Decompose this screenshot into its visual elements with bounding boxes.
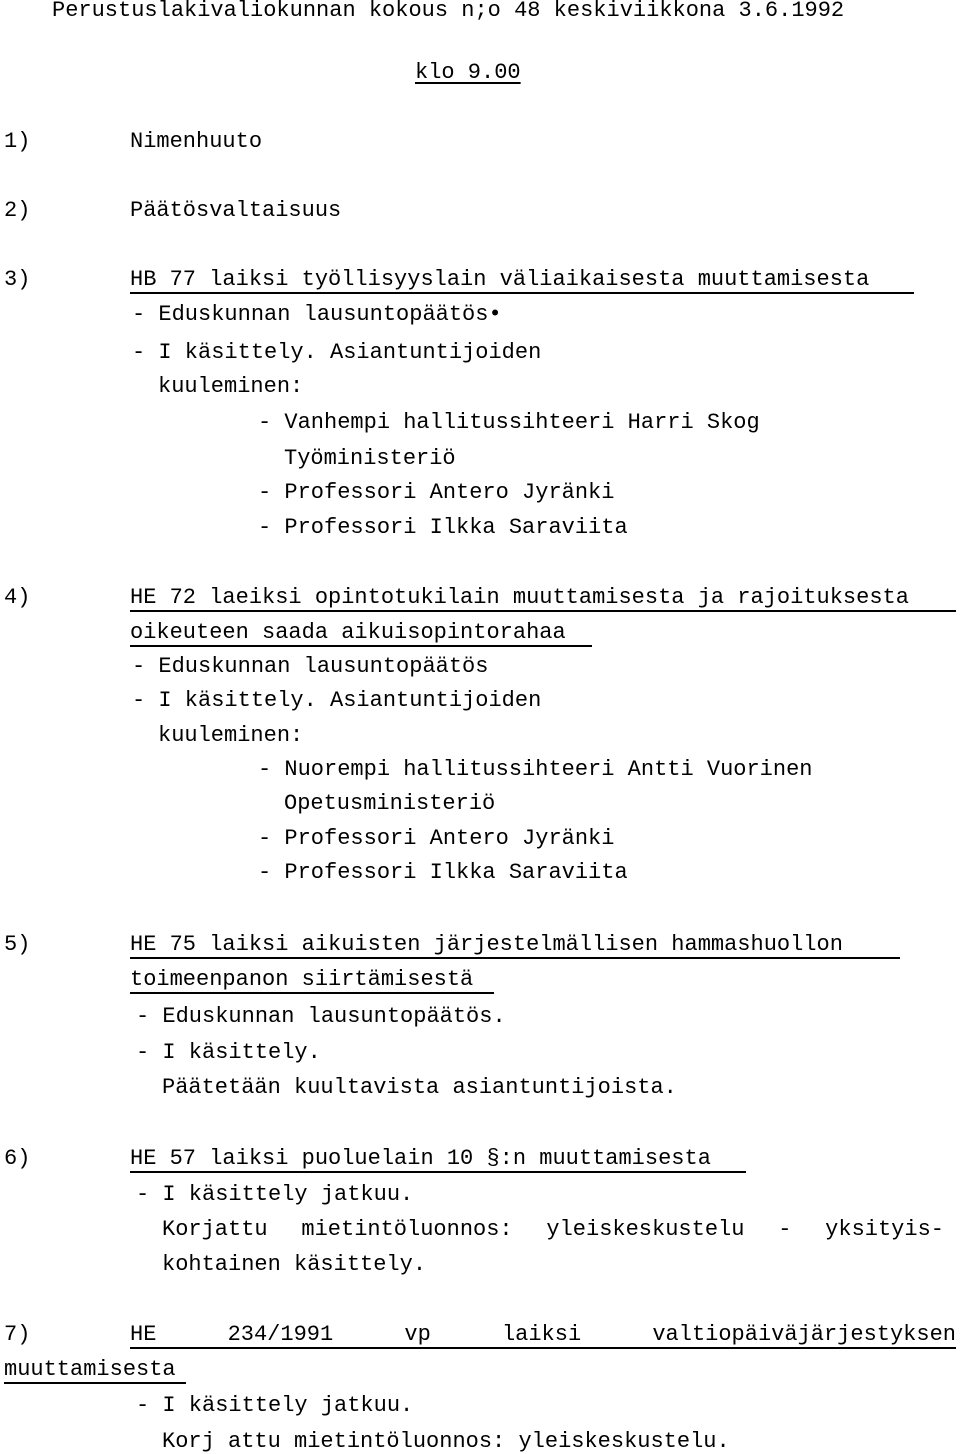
title-underline [130,957,900,959]
item-line: - I käsittely jatkuu. [136,1182,414,1207]
item-title: Nimenhuuto [130,129,263,154]
expert-affiliation: Opetusministeriö [284,791,496,816]
title-underline [4,1382,186,1384]
expert-affiliation: Työministeriö [284,446,456,471]
word: laiksi [501,1322,582,1347]
item-title: HE 72 laeiksi opintotukilain muuttamisesta ja rajoituksesta [130,585,909,610]
word: - [778,1217,792,1242]
item-line: kuuleminen: [158,374,304,399]
justified-line [162,1219,944,1241]
item-line: - Eduskunnan lausuntopäätös• [132,302,502,327]
item-title: HE 75 laiksi aikuisten järjestelmällisen hammashuollon [130,932,843,957]
word: Korjattu [162,1217,268,1242]
item-title [130,1324,956,1346]
item-line: Korj attu mietintöluonnos: yleiskeskustelu. [162,1429,730,1454]
item-number: 6) [4,1146,31,1171]
word: 234/1991 [227,1322,334,1347]
title-underline [130,610,956,612]
item-number: 2) [4,198,31,223]
expert-line: - Nuorempi hallitussihteeri Antti Vuorinen [258,757,813,782]
item-title-continued: toimeenpanon siirtämisestä [130,967,474,992]
item-line: - I käsittely. Asiantuntijoiden [132,688,542,713]
title-underline [130,992,494,994]
item-title-continued: muuttamisesta [4,1357,176,1382]
expert-line: - Vanhempi hallitussihteeri Harri Skog [258,410,760,435]
item-line: - I käsittely. [136,1040,321,1065]
item-line: - Eduskunnan lausuntopäätös [132,654,489,679]
item-number: 3) [4,267,31,292]
word: yleiskeskustelu [546,1217,745,1242]
meeting-time: klo 9.00 [415,60,521,85]
expert-line: - Professori Antero Jyränki [258,480,615,505]
item-title: HE 57 laiksi puoluelain 10 §:n muuttamisesta [130,1146,711,1171]
item-number: 1) [4,129,31,154]
item-number: 7) [4,1322,31,1347]
expert-line: - Professori Ilkka Saraviita [258,515,628,540]
item-line: kuuleminen: [158,723,304,748]
word: mietintöluonnos: [301,1217,513,1242]
word: valtiopäiväjärjestyksen [652,1322,956,1347]
expert-line: - Professori Ilkka Saraviita [258,860,628,885]
item-number: 5) [4,932,31,957]
expert-line: - Professori Antero Jyränki [258,826,615,851]
word: yksityis- [825,1217,944,1242]
item-line: kohtainen käsittely. [162,1252,427,1277]
title-underline [130,645,592,647]
item-line: Päätetään kuultavista asiantuntijoista. [162,1075,677,1100]
item-line: - Eduskunnan lausuntopäätös. [136,1004,506,1029]
title-underline [130,1347,956,1349]
item-line: - I käsittely jatkuu. [136,1393,414,1418]
item-title: HB 77 laiksi työllisyyslain väliaikaisesta muuttamisesta [130,267,870,292]
item-line: - I käsittely. Asiantuntijoiden [132,340,542,365]
title-underline [130,1171,746,1173]
word: HE [130,1322,157,1347]
item-title: Päätösvaltaisuus [130,198,342,223]
title-underline [130,292,914,294]
item-title-continued: oikeuteen saada aikuisopintorahaa [130,620,566,645]
word: vp [404,1322,431,1347]
item-number: 4) [4,585,31,610]
document-title: Perustuslakivaliokunnan kokous n;o 48 keskiviikkona 3.6.1992 [52,0,845,23]
